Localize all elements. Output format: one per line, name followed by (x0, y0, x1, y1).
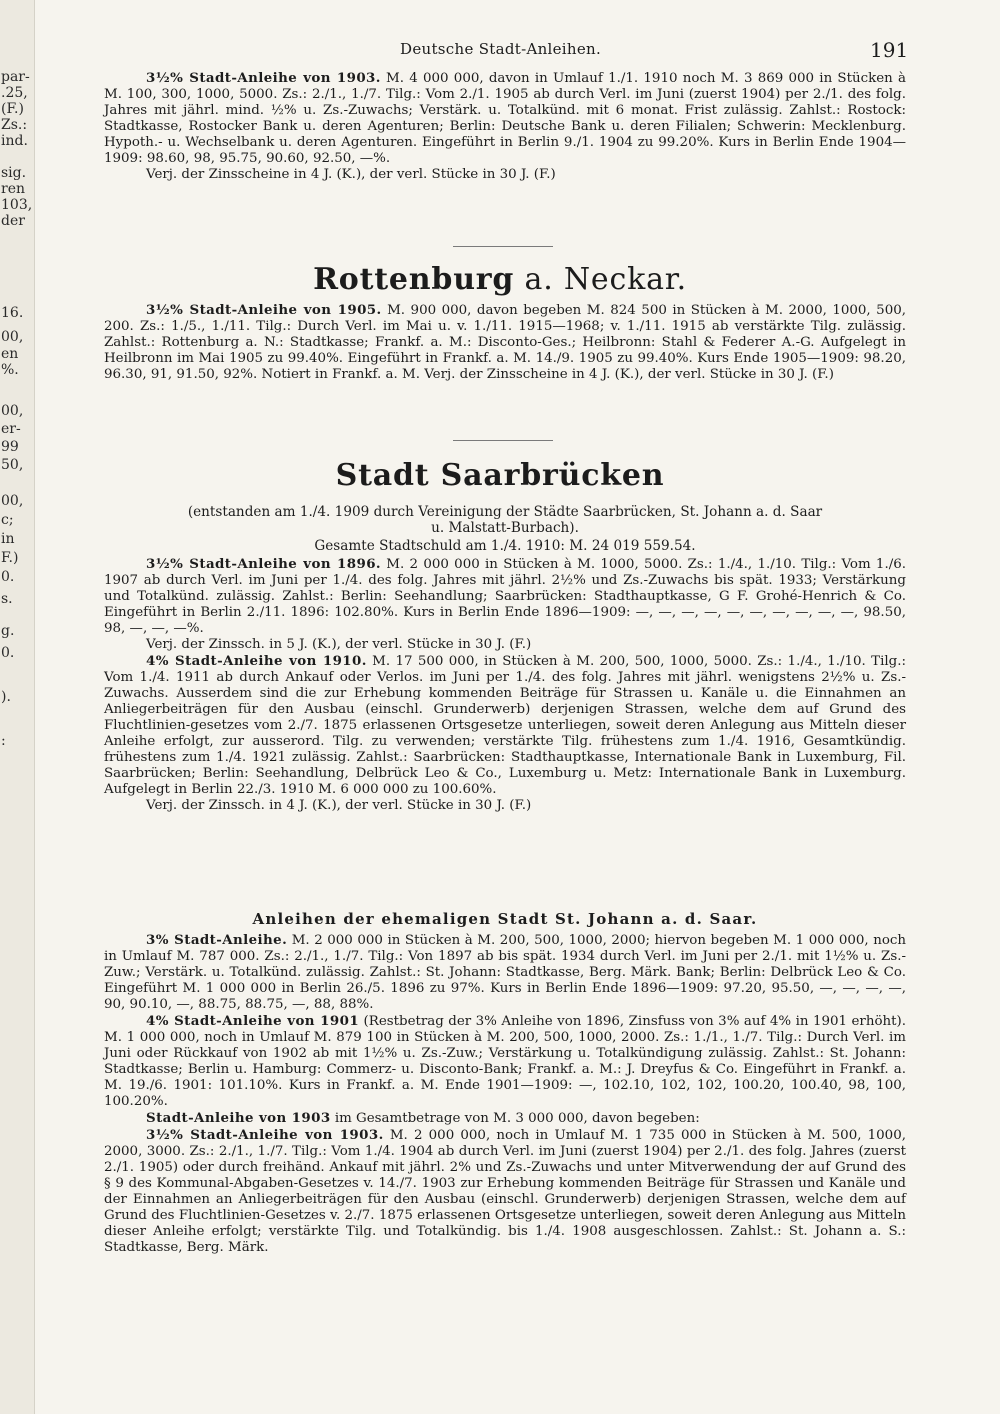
loan-title: 3½% Stadt-Anleihe von 1896. (146, 556, 381, 572)
margin-fragment: s. (1, 591, 13, 607)
st-johann-entries (104, 932, 906, 1256)
loan-paragraph (104, 556, 906, 637)
margin-fragment: par- (1, 69, 30, 85)
loan-title: Stadt-Anleihe von 1903 (146, 1110, 331, 1126)
margin-fragment: 00, (1, 329, 24, 345)
loan-paragraph (104, 932, 906, 1013)
loan-details: M. 17 500 000, in Stücken à M. 200, 500, 1000, 5000. Zs.: 1./4., 1./10. Tilg.: Vom 1./4. 1911 ab durch Ankauf oder Verlos. im Juni per 1./4. des folg. Jahres mit jährl. wenigstens 2½% u. Zs.-Zuwachs. Ausserdem sind die zur Erhebung kommenden Beiträge für Strassen u. Kanäle u. die Einnahmen an Anliegerbeiträgen für den Ausbau (einschl. Grunderwerb) derjenigen Strassen, welche dem auf Grund des Fluchtlinien-gesetzes vom 2./7. 1875 erlassenen Ortsgesetze unterliegen, soweit deren Anlegung aus Mitteln dieser Anleihe erfolgt, zur ausserord. Tilg. zu verwenden; verstärkte Tilg. frühestens zum 1./4. 1916, Gesamtkündig. frühestens zum 1./4. 1921 zulässig. Zahlst.: Saarbrücken: Stadthauptkasse, Internationale Bank in Luxemburg, Fil. Saarbrücken; Berlin: Seehandlung, Delbrück Leo & Co., Luxemburg u. Metz: Internationale Bank in Luxemburg. Aufgelegt in Berlin 22./3. 1910 M. 6 000 000 zu 100.60%. (104, 654, 906, 797)
margin-fragment: 00, (1, 403, 24, 419)
margin-fragment: in (1, 531, 15, 547)
margin-fragment: 50, (1, 457, 24, 473)
margin-fragment: er- (1, 421, 21, 437)
margin-fragment: der (1, 213, 25, 229)
margin-fragment: ). (1, 689, 11, 705)
loan-details: M. 2 000 000 in Stücken à M. 200, 500, 1000, 2000; hiervon begeben M. 1 000 000, noch in Umlauf M. 787 000. Zs.: 2./1., 1./7. Tilg.: Von 1897 ab bis spät. 1934 durch Verl. im Juni per 2./1. mit 1½% u. Zs.-Zuw.; Verstärk. u. Totalkünd. zulässig. Zahlst.: St. Johann: Stadtkasse, Berg. Märk. Bank; Berlin: Delbrück Leo & Co. Eingeführt M. 1 000 000 in Berlin 26./5. 1896 zu 97%. Kurs in Berlin Ende 1896—1909: 97.20, 95.50, —, —, —, —, 90, 90.10, —, 88.75, 88.75, —, 88, 88%. (104, 933, 906, 1012)
margin-fragment: %. (1, 362, 19, 378)
running-head: Deutsche Stadt-Anleihen. (400, 40, 602, 58)
city-subheading: (entstanden am 1./4. 1909 durch Vereinigung der Städte Saarbrücken, St. Johann a. d. Saar (187, 504, 823, 520)
margin-fragment: sig. (1, 165, 27, 181)
previous-entry (104, 70, 906, 183)
loan-paragraph (104, 1127, 906, 1256)
margin-fragment: ind. (1, 133, 28, 149)
loan-paragraph (104, 1013, 906, 1110)
section-divider (453, 440, 553, 441)
margin-fragment: (F.) (1, 101, 24, 117)
margin-fragment: c; (1, 512, 14, 528)
loan-details: M. 4 000 000, davon in Umlauf 1./1. 1910 noch M. 3 869 000 in Stücken à M. 100, 300, 1000, 5000. Zs.: 2./1., 1./7. Tilg.: Vom 2./1. 1905 ab durch Verl. im Juni (zuerst 1904) per 2./1. des folg. Jahres mit jährl. mind. ½% u. Zs.-Zuwachs; Verstärk. u. Totalkünd. mit 6 monat. Frist zulässig. Zahlst.: Rostock: Stadtkasse, Rostocker Bank u. deren Agenturen; Berlin: Deutsche Bank u. deren Filialen; Schwerin: Mecklenburg. Hypoth.- u. Wechselbank u. deren Agenturen. Eingeführt in Berlin 9./1. 1904 zu 99.20%. Kurs in Berlin Ende 1904—1909: 98.60, 98, 95.75, 90.60, 92.50, —%. (104, 71, 906, 166)
rottenburg-entry (104, 302, 906, 383)
margin-fragment: 0. (1, 645, 15, 661)
loan-details: M. 2 000 000, noch in Umlauf M. 1 735 000 in Stücken à M. 500, 1000, 2000, 3000. Zs.: 2./1., 1./7. Tilg.: Vom 1./4. 1904 ab durch Verl. im Juni (zuerst 1904) per 2./1. des folg. Jahres (zuerst 2./1. 1905) oder durch freihänd. Ankauf mit jährl. 2% und Zs.-Zuwachs und unter Mitverwendung der auf Grund des § 9 des Kommunal-Abgaben-Gesetzes v. 14./7. 1903 zur Erhebung kommenden Beiträge für Strassen und Kanäle und der Einnahmen an Anliegerbeiträgen für den Ausbau (einschl. Grunderwerb) derjenigen Strassen, welche dem auf Grund des Fluchtlinien-Gesetzes v. 2./7. 1875 erlassenen Ortsgesetze unterliegen, soweit deren Anlegung aus Mitteln dieser Anleihe erfolgt; verstärkte Tilg. und Totalkündig. bis 1./4. 1908 ausgeschlossen. Zahlst.: St. Johann a. S.: Stadtkasse, Berg. Märk. (104, 1128, 906, 1255)
city-heading-rottenburg: Rottenburg a. Neckar. (313, 262, 687, 297)
city-heading-saarbruecken: Stadt Saarbrücken (335, 458, 665, 493)
margin-fragment: F.) (1, 550, 19, 566)
margin-fragment: Zs.: (1, 117, 28, 133)
loan-title: 3½% Stadt-Anleihe von 1903. (146, 70, 381, 86)
margin-fragment: : (1, 733, 6, 749)
margin-fragment: 99 (1, 439, 19, 455)
st-johann-heading: Anleihen der ehemaligen Stadt St. Johann a. d. Saar. (252, 910, 758, 928)
city-subheading: u. Malstatt-Burbach). (431, 520, 579, 536)
saarbruecken-entries (104, 556, 906, 814)
section-divider (453, 246, 553, 247)
margin-fragment: .25, (1, 85, 28, 101)
limitation-note: Verj. der Zinsscheine in 4 J. (K.), der verl. Stücke in 30 J. (F.) (146, 167, 556, 182)
total-debt-line: Gesamte Stadtschuld am 1./4. 1910: M. 24 019 559.54. (314, 538, 696, 554)
margin-fragment: ren (1, 181, 25, 197)
loan-paragraph (104, 1110, 906, 1127)
loan-details: M. 2 000 000 in Stücken à M. 1000, 5000. Zs.: 1./4., 1./10. Tilg.: Vom 1./6. 1907 ab durch Verl. im Juni per 1./4. des folg. Jahres mit jährl. 2½% und Zs.-Zuwachs bis spät. 1933; Verstärkung und Totalkünd. zulässig. Zahlst.: Berlin: Seehandlung; Saarbrücken: Stadthauptkasse, G F. Grohé-Henrich & Co. Eingeführt in Berlin 2./11. 1896: 102.80%. Kurs in Berlin Ende 1896—1909: —, —, —, —, —, —, —, —, —, —, 98.50, 98, —, —, —%. (104, 557, 906, 636)
loan-paragraph (104, 302, 906, 383)
margin-fragment: 16. (1, 305, 24, 321)
adjacent-page-margin (0, 0, 35, 1414)
loan-paragraph (104, 70, 906, 167)
loan-title: 3% Stadt-Anleihe. (146, 932, 288, 948)
limitation-note: Verj. der Zinssch. in 5 J. (K.), der verl. Stücke in 30 J. (F.) (146, 637, 532, 652)
margin-fragment: 00, (1, 493, 24, 509)
page-number: 191 (870, 38, 909, 62)
loan-title: 4% Stadt-Anleihe von 1901 (146, 1013, 360, 1029)
margin-fragment: 103, (1, 197, 33, 213)
loan-details: im Gesamtbetrage von M. 3 000 000, davon begeben: (330, 1111, 700, 1126)
loan-details: M. 900 000, davon begeben M. 824 500 in Stücken à M. 2000, 1000, 500, 200. Zs.: 1./5., 1./11. Tilg.: Durch Verl. im Mai u. v. 1./11. 1915—1968; v. 1./11. 1915 ab verstärkte Tilg. zulässig. Zahlst.: Rottenburg a. N.: Stadtkasse; Frankf. a. M.: Disconto-Ges.; Heilbronn: Stahl & Federer A.-G. Aufgelegt in Heilbronn im Mai 1905 zu 99.40%. Eingeführt in Frankf. a. M. 14./9. 1905 zu 99.40%. Kurs Ende 1905—1909: 98.20, 96.30, 91, 91.50, 92%. Notiert in Frankf. a. M. Verj. der Zinsscheine in 4 J. (K.), der verl. Stücke in 30 J. (F.) (104, 303, 906, 382)
loan-paragraph (104, 653, 906, 798)
loan-title: 3½% Stadt-Anleihe von 1905. (146, 302, 382, 318)
loan-title: 4% Stadt-Anleihe von 1910. (146, 653, 367, 669)
limitation-note: Verj. der Zinssch. in 4 J. (K.), der verl. Stücke in 30 J. (F.) (146, 798, 532, 813)
margin-fragment: 0. (1, 569, 15, 585)
loan-details: (Restbetrag der 3% Anleihe von 1896, Zinsfuss von 3% auf 4% in 1901 erhöht). M. 1 000 000, noch in Umlauf M. 879 100 in Stücken à M. 200, 500, 1000, 2000. Zs.: 1./1., 1./7. Tilg.: Durch Verl. im Juni oder Rückkauf von 1902 ab mit 1½% u. Zs.-Zuw.; Verstärkung u. Totalkündigung zulässig. Zahlst.: St. Johann: Stadtkasse; Berlin u. Hamburg: Commerz- u. Disconto-Bank; Frankf. a. M.: J. Dreyfus & Co. Eingeführt in Frankf. a. M. 19./6. 1901: 101.10%. Kurs in Frankf. a. M. Ende 1901—1909: —, 102.10, 102, 102, 100.20, 100.40, 98, 100, 100.20%. (104, 1014, 906, 1109)
loan-title: 3½% Stadt-Anleihe von 1903. (146, 1127, 384, 1143)
margin-fragment: en (1, 346, 19, 362)
margin-fragment: g. (1, 623, 15, 639)
